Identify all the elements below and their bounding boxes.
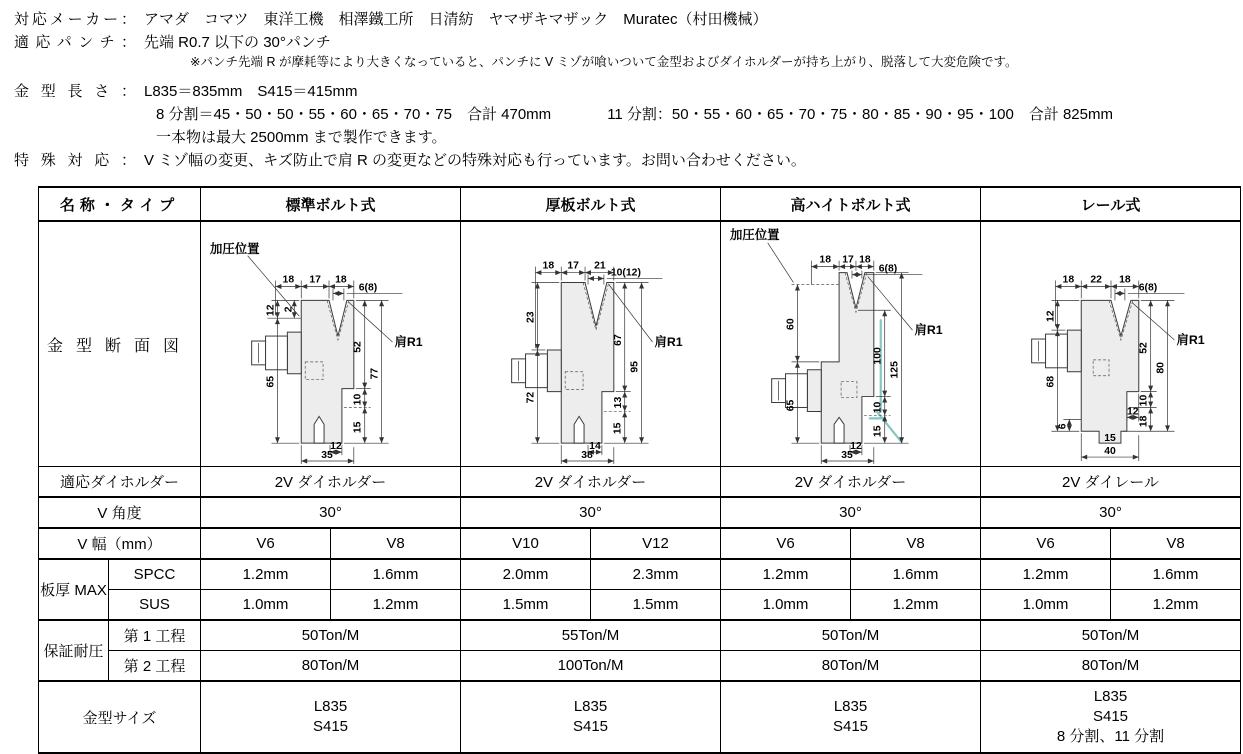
punch-row <box>14 31 1243 54</box>
dim-label: 18 <box>818 254 831 266</box>
dim-label: 10 <box>872 401 884 414</box>
header-name-type-label: 名称・タイプ <box>59 196 180 214</box>
sus-value: 1.2mm <box>1111 590 1241 621</box>
shoulder-r1-label: 肩R1 <box>653 334 683 349</box>
dim-label: 15 <box>872 425 884 438</box>
die-size-line: L835 <box>573 698 608 715</box>
v-angle-value: 30° <box>461 497 721 528</box>
punch-value: 先端 R0.7 以下の 30°パンチ <box>144 34 331 51</box>
v-width-value: V6 <box>981 528 1111 559</box>
dim-label: 23 <box>524 311 536 324</box>
punch-label: 適応パンチ： <box>14 34 136 51</box>
workpiece <box>869 320 901 442</box>
process1-value: 50Ton/M <box>721 620 981 651</box>
col-header-thick-plate-bolt: 厚板ボルト式 <box>461 187 721 221</box>
v-angle-value: 30° <box>721 497 981 528</box>
dim-label: 12 <box>849 441 862 453</box>
die-holder-value: 2V ダイレール <box>981 467 1241 498</box>
pressure-leader-line <box>767 243 793 283</box>
v-width-dim-label: 6(8) <box>1138 282 1157 294</box>
spcc-value: 1.2mm <box>721 559 851 590</box>
dim-label: 10 <box>1138 394 1150 407</box>
die-size-row <box>39 681 1241 753</box>
v-width-value: V6 <box>201 528 331 559</box>
dim-label: 6 <box>1056 423 1068 430</box>
dim-label: 21 <box>593 260 606 272</box>
row-sublabel-sus: SUS <box>109 590 201 621</box>
process1-value: 50Ton/M <box>981 620 1241 651</box>
die-holder-value: 2V ダイホルダー <box>201 467 461 498</box>
shoulder-r1-label: 肩R1 <box>393 334 423 349</box>
special-value: V ミゾ幅の変更、キズ防止で肩 R の変更などの特殊対応も行っています。お問い合わせください。 <box>144 152 806 169</box>
punch-note: ※パンチ先端 R が摩耗等により大きくなっていると、パンチに V ミゾが喰いついて金型およびダイホルダーが持ち上がり、脱落して大変危険です。 <box>190 55 1018 69</box>
v-width-value: V12 <box>591 528 721 559</box>
cross-section-label: 金型断面図 <box>46 337 192 355</box>
maker-value: アマダ コマツ 東洋工機 相澤鐵工所 日清紡 ヤマザキマザック Muratec（村田機械） <box>144 11 768 28</box>
v-angle-row <box>39 497 1241 528</box>
dim-label: 17 <box>841 254 854 266</box>
dim-label: 67 <box>612 334 624 346</box>
dim-label: 65 <box>784 399 796 412</box>
process2-row <box>39 651 1241 682</box>
shoulder-r1-label: 肩R1 <box>913 323 943 338</box>
dim-label: 52 <box>1138 342 1150 354</box>
v-angle-value: 30° <box>981 497 1241 528</box>
die-body <box>251 300 353 443</box>
dim-label: 68 <box>1044 375 1056 388</box>
die-size-line: S415 <box>312 718 349 735</box>
dim-label: 60 <box>784 318 796 330</box>
v-angle-value: 30° <box>201 497 461 528</box>
dim-label: 13 <box>612 396 624 409</box>
sus-value: 1.0mm <box>981 590 1111 621</box>
row-label-v-width: V 幅（mm） <box>39 528 201 559</box>
sus-value: 1.2mm <box>331 590 461 621</box>
col-header-rail: レール式 <box>981 187 1241 221</box>
col-header-standard-bolt: 標準ボルト式 <box>201 187 461 221</box>
die-holder-value: 2V ダイホルダー <box>721 467 981 498</box>
v-width-value: V8 <box>851 528 981 559</box>
spcc-value: 1.6mm <box>851 559 981 590</box>
process2-value: 80Ton/M <box>201 651 461 682</box>
length-value: L835＝835mm S415＝415mm <box>144 83 358 100</box>
sus-value: 1.0mm <box>721 590 851 621</box>
dim-label: 125 <box>889 361 901 379</box>
spec-table <box>38 186 1241 754</box>
spcc-value: 2.3mm <box>591 559 721 590</box>
row-label-thickness-max: 板厚 MAX <box>39 559 109 620</box>
die-size-line: 8 分割、11 分割 <box>1056 728 1165 745</box>
dim-label: 22 <box>1089 274 1102 286</box>
sus-row <box>39 590 1241 621</box>
dim-label: 15 <box>352 421 364 434</box>
dim-label: 18 <box>858 254 871 266</box>
die-holder-value: 2V ダイホルダー <box>461 467 721 498</box>
die-cross-section-rail <box>982 223 1240 465</box>
bolt-head <box>265 336 287 370</box>
length-row <box>14 80 1243 103</box>
dim-label: 72 <box>524 391 536 404</box>
die-body <box>771 273 873 444</box>
dim-label: 80 <box>1155 362 1167 374</box>
dim-label: 17 <box>308 274 321 286</box>
pressure-position-label: 加圧位置 <box>209 241 260 256</box>
dim-label: 18 <box>334 274 347 286</box>
shoulder-leader-line <box>867 277 912 331</box>
row-label-v-angle: V 角度 <box>39 497 201 528</box>
info-block <box>0 0 1243 172</box>
dim-label: 38 <box>580 450 593 462</box>
bolt-head <box>1045 334 1067 368</box>
col-header-high-height-bolt: 高ハイトボルト式 <box>721 187 981 221</box>
dim-label: 17 <box>566 260 579 272</box>
v-width-value: V10 <box>461 528 591 559</box>
die-size-value <box>201 681 461 753</box>
shoulder-r1-label: 肩R1 <box>1175 333 1205 347</box>
length-detail-row <box>156 103 1243 126</box>
dim-label: 35 <box>320 450 333 462</box>
die-size-value <box>981 681 1241 753</box>
spcc-value: 2.0mm <box>461 559 591 590</box>
die-size-line: L835 <box>313 698 348 715</box>
cross-section-rail <box>981 221 1241 467</box>
dim-label: 15 <box>1103 433 1116 445</box>
v-width-dim-label: 10(12) <box>610 267 641 279</box>
dim-label: 10 <box>352 393 364 406</box>
row-sublabel-process1: 第 1 工程 <box>109 620 201 651</box>
special-row <box>14 149 1243 172</box>
dim-label: 18 <box>1138 415 1150 428</box>
dim-label: 14 <box>588 441 601 453</box>
dim-label: 2 <box>282 306 294 313</box>
v-width-dim-label: 6(8) <box>878 263 897 275</box>
cross-section-high-height-bolt <box>721 221 981 467</box>
process1-row <box>39 620 1241 651</box>
die-cross-section-thick-plate <box>462 223 720 465</box>
die-body <box>511 283 613 444</box>
dim-label: 65 <box>264 375 276 388</box>
dim-label: 15 <box>612 422 624 435</box>
spcc-value: 1.2mm <box>981 559 1111 590</box>
spcc-value: 1.2mm <box>201 559 331 590</box>
pressure-position-label: 加圧位置 <box>729 227 780 242</box>
cross-section-standard-bolt <box>201 221 461 467</box>
die-holder-row <box>39 467 1241 498</box>
dim-label: 12 <box>1126 406 1139 418</box>
v-width-value: V6 <box>721 528 851 559</box>
header-row <box>39 187 1241 221</box>
cross-section-thick-plate-bolt <box>461 221 721 467</box>
dim-label: 18 <box>1062 274 1074 286</box>
maker-label: 対応メーカー： <box>14 11 136 28</box>
dim-label: 12 <box>329 441 342 453</box>
dim-label: 52 <box>352 341 364 353</box>
row-sublabel-process2: 第 2 工程 <box>109 651 201 682</box>
dim-label: 18 <box>282 274 294 286</box>
process2-value: 80Ton/M <box>981 651 1241 682</box>
dim-label: 40 <box>1103 446 1116 458</box>
process1-value: 55Ton/M <box>461 620 721 651</box>
process2-value: 80Ton/M <box>721 651 981 682</box>
spcc-row <box>39 559 1241 590</box>
dim-label: 12 <box>1044 310 1056 323</box>
spcc-value: 1.6mm <box>1111 559 1241 590</box>
dim-label: 77 <box>369 367 381 380</box>
dim-label: 95 <box>629 361 641 373</box>
dim-label: 18 <box>542 260 554 272</box>
v-width-value: V8 <box>331 528 461 559</box>
spcc-value: 1.6mm <box>331 559 461 590</box>
cross-section-row <box>39 221 1241 467</box>
row-label-cross-section <box>39 221 201 467</box>
v-width-value: V8 <box>1111 528 1241 559</box>
length-detail-8: 8 分割＝45・50・50・55・60・65・70・75 合計 470mm <box>156 106 552 123</box>
die-size-value <box>721 681 981 753</box>
length-detail-11: 11 分割：50・55・60・65・70・75・80・85・90・95・100 合計 825mm <box>607 106 1113 123</box>
shoulder-leader-line <box>348 302 392 342</box>
process1-value: 50Ton/M <box>201 620 461 651</box>
row-sublabel-spcc: SPCC <box>109 559 201 590</box>
die-size-value <box>461 681 721 753</box>
maker-row <box>14 8 1243 31</box>
die-size-line: L835 <box>1093 688 1128 705</box>
sus-value: 1.2mm <box>851 590 981 621</box>
dim-label: 35 <box>840 450 853 462</box>
die-size-line: S415 <box>572 718 609 735</box>
sus-value: 1.5mm <box>591 590 721 621</box>
bolt-head <box>525 354 547 388</box>
die-size-line: S415 <box>832 718 869 735</box>
dim-label: 100 <box>872 347 884 365</box>
v-width-dim-label: 6(8) <box>358 282 377 294</box>
row-label-guaranteed-pressure: 保証耐圧 <box>39 620 109 681</box>
row-label-die-size: 金型サイズ <box>39 681 201 753</box>
header-name-type <box>39 187 201 221</box>
v-width-row <box>39 528 1241 559</box>
sus-value: 1.0mm <box>201 590 331 621</box>
die-cross-section-high-height <box>722 223 980 465</box>
dim-label: 12 <box>264 304 276 317</box>
row-label-die-holder: 適応ダイホルダー <box>39 467 201 498</box>
die-size-line: S415 <box>1092 708 1129 725</box>
dim-label: 18 <box>1118 274 1131 286</box>
sus-value: 1.5mm <box>461 590 591 621</box>
die-cross-section-standard <box>202 223 460 465</box>
process2-value: 100Ton/M <box>461 651 721 682</box>
length-note-row: 一本物は最大 2500mm まで製作できます。 <box>156 129 447 146</box>
length-label: 金型長さ： <box>14 83 136 100</box>
special-label: 特殊対応： <box>14 152 136 169</box>
shoulder-leader-line <box>608 284 652 342</box>
die-size-line: L835 <box>833 698 868 715</box>
